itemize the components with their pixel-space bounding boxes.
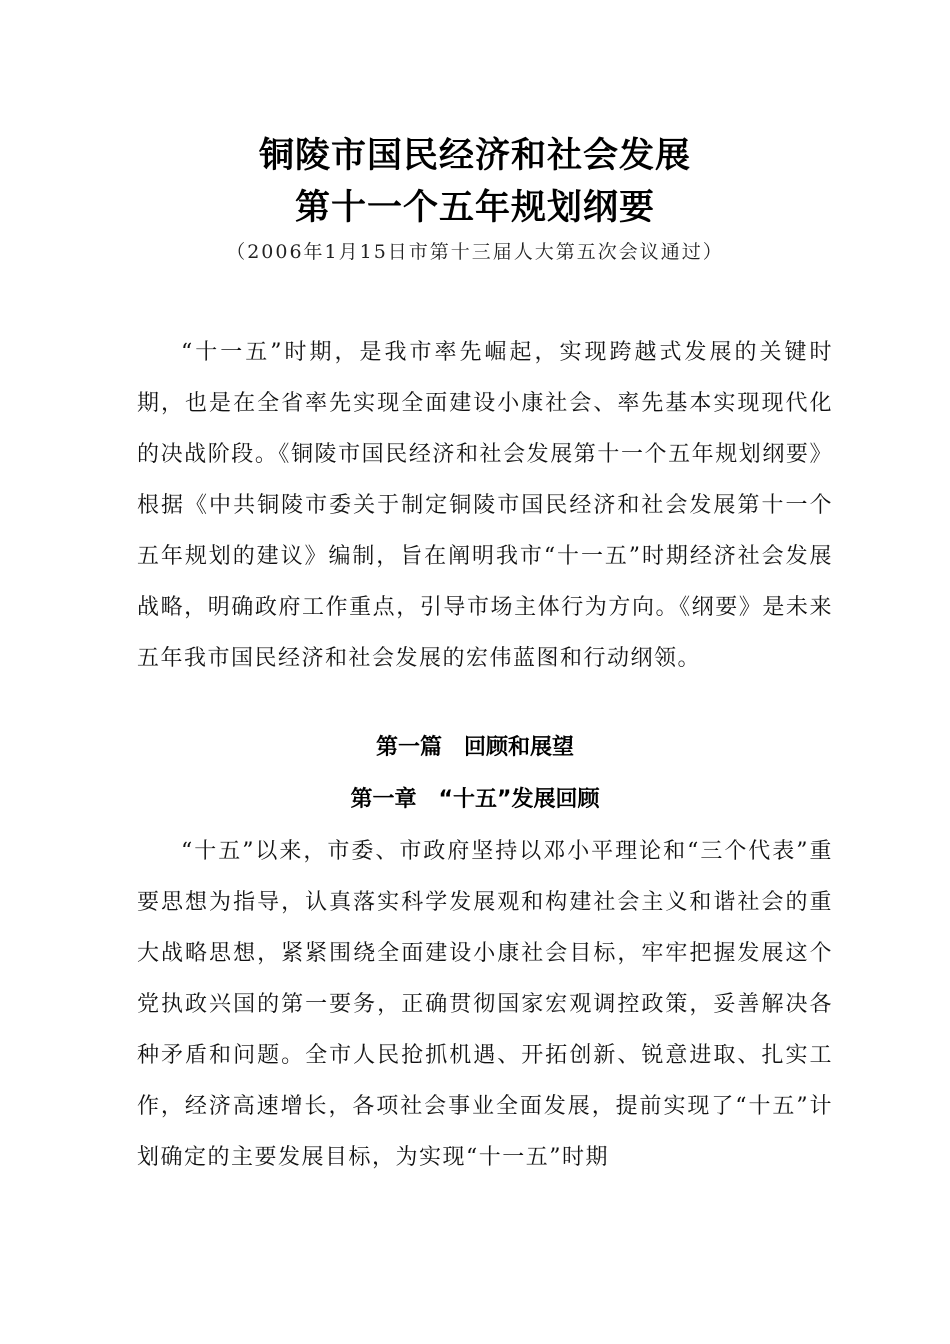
document-title-line-1: 铜陵市国民经济和社会发展 xyxy=(258,136,691,176)
intro-paragraph: “十一五”时期，是我市率先崛起，实现跨越式发展的关键时期，也是在全省率先实现全面建设小康社会、率先基本实现现代化的决战阶段。《铜陵市国民经济和社会发展第十一个五年规划纲要》根据《中共铜陵市委关于制定铜陵市国民经济和社会发展第十一个五年规划的建议》编制，旨在阐明我市“十一五”时期经济社会发展战略，明确政府工作重点，引导市场主体行为方向。《纲要》是未来五年我市国民经济和社会发展的宏伟蓝图和行动纲领。 xyxy=(137,340,833,671)
part-heading: 第一篇 回顾和展望 xyxy=(375,735,574,760)
chapter-paragraph: “十五”以来，市委、市政府坚持以邓小平理论和“三个代表”重要思想为指导，认真落实科学发展观和构建社会主义和谐社会的重大战略思想，紧紧围绕全面建设小康社会目标，牢牢把握发展这个党执政兴国的第一要务，正确贯彻国家宏观调控政策，妥善解决各种矛盾和问题。全市人民抢抓机遇、开拓创新、锐意进取、扎实工作，经济高速增长，各项社会事业全面发展，提前实现了“十五”计划确定的主要发展目标，为实现“十一五”时期 xyxy=(137,839,833,1170)
document-title-line-2: 第十一个五年规划纲要 xyxy=(294,188,655,228)
chapter-heading: 第一章 “十五”发展回顾 xyxy=(350,787,600,812)
document-subtitle: （2006年1月15日市第十三届人大第五次会议通过） xyxy=(226,241,724,263)
